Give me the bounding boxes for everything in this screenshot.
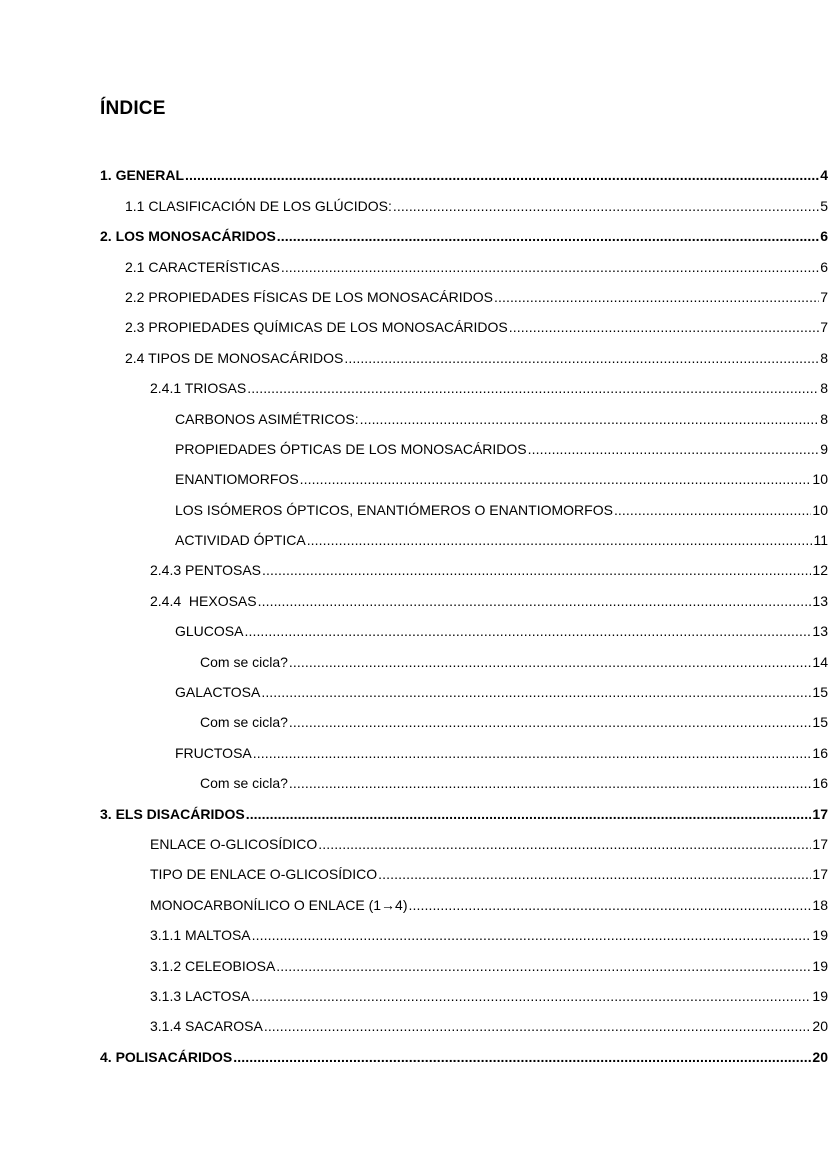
toc-entry-label: Com se cicla? [200, 714, 288, 731]
toc-entry-page-number: 13 [812, 623, 828, 640]
dot-leader [251, 988, 811, 1005]
toc-entry[interactable] [100, 1041, 828, 1071]
toc-entry-label: 3. ELS DISACÁRIDOS [100, 805, 245, 822]
toc-entry-line [175, 502, 828, 519]
toc-entry[interactable] [175, 677, 828, 707]
toc-entry-page-number: 8 [820, 410, 828, 427]
toc-entry-line [175, 745, 828, 762]
toc-entry[interactable] [150, 1011, 828, 1041]
dot-leader [614, 502, 811, 519]
toc-entry-line [175, 623, 828, 640]
toc-entry[interactable] [125, 282, 828, 312]
dot-leader [276, 958, 811, 975]
toc-entry[interactable] [125, 342, 828, 372]
toc-entry[interactable] [150, 981, 828, 1011]
dot-leader [307, 532, 813, 549]
toc-entry-label: 2.4 TIPOS DE MONOSACÁRIDOS [125, 349, 344, 366]
toc-entry-line [125, 198, 828, 215]
dot-leader [261, 684, 811, 701]
toc-entry-page-number: 17 [812, 805, 828, 822]
toc-entry[interactable] [125, 312, 828, 342]
page-title: ÍNDICE [100, 98, 166, 119]
toc-entry-label: GALACTOSA [175, 684, 261, 701]
toc-entry-label: MONOCARBONÍLICO O ENLACE (1→4) [150, 896, 408, 913]
dot-leader [258, 593, 812, 610]
toc-entry-page-number: 9 [820, 440, 828, 457]
toc-entry-page-number: 17 [812, 835, 828, 852]
toc-entry[interactable] [100, 798, 828, 828]
toc-entry-label: 2.3 PROPIEDADES QUÍMICAS DE LOS MONOSACÁRIDOS [125, 319, 508, 336]
toc-entry-label: Com se cicla? [200, 775, 288, 792]
toc-entry-line [150, 593, 828, 610]
toc-entry-label: ACTIVIDAD ÓPTICA [175, 532, 306, 549]
dot-leader [393, 198, 819, 215]
toc-entry-page-number: 12 [812, 562, 828, 579]
toc-entry-page-number: 19 [812, 957, 828, 974]
toc-entry-line [150, 562, 828, 579]
toc-entry-page-number: 5 [820, 197, 828, 214]
dot-leader [344, 350, 819, 367]
toc-entry-page-number: 7 [820, 319, 828, 336]
dot-leader [252, 927, 812, 944]
toc-entry[interactable] [150, 950, 828, 980]
toc-entry-line [200, 654, 828, 671]
dot-leader [318, 836, 811, 853]
toc-entry-line [150, 927, 828, 944]
toc-entry[interactable] [150, 920, 828, 950]
toc-entry[interactable] [175, 494, 828, 524]
table-of-contents [0, 160, 828, 1072]
toc-entry-page-number: 6 [820, 228, 828, 245]
toc-entry-page-number: 19 [812, 927, 828, 944]
toc-entry-line [100, 167, 828, 184]
dot-leader [281, 259, 819, 276]
toc-entry-line [150, 380, 828, 397]
toc-entry-line [150, 866, 828, 883]
dot-leader [494, 289, 819, 306]
toc-entry-line [150, 958, 828, 975]
toc-entry-line [175, 532, 828, 549]
toc-entry[interactable] [175, 525, 828, 555]
toc-entry-line [200, 714, 828, 731]
toc-entry-label: CARBONOS ASIMÉTRICOS: [175, 410, 359, 427]
dot-leader [277, 228, 819, 245]
toc-entry-page-number: 19 [812, 987, 828, 1004]
toc-entry-page-number: 7 [820, 288, 828, 305]
toc-entry-label: FRUCTOSA [175, 744, 252, 761]
dot-leader [185, 167, 819, 184]
toc-entry-label: 2.2 PROPIEDADES FÍSICAS DE LOS MONOSACÁRIDOS [125, 288, 493, 305]
toc-entry-line [100, 806, 828, 823]
toc-entry[interactable] [200, 707, 828, 737]
dot-leader [509, 319, 819, 336]
toc-entry-page-number: 15 [812, 684, 828, 701]
toc-entry-page-number: 6 [820, 258, 828, 275]
toc-entry-line [175, 411, 828, 428]
toc-entry-label: 1.1 CLASIFICACIÓN DE LOS GLÚCIDOS: [125, 197, 392, 214]
toc-entry-label: 2.4.3 PENTOSAS [150, 562, 262, 579]
toc-entry[interactable] [100, 221, 828, 251]
toc-entry-line [175, 441, 828, 458]
dot-leader [378, 866, 811, 883]
dot-leader [262, 562, 811, 579]
toc-entry-page-number: 16 [812, 744, 828, 761]
toc-entry-line [150, 836, 828, 853]
toc-entry[interactable] [150, 555, 828, 585]
toc-entry-label: Com se cicla? [200, 653, 288, 670]
toc-entry-page-number: 10 [812, 471, 828, 488]
toc-entry-line [150, 897, 828, 914]
toc-entry-label: TIPO DE ENLACE O-GLICOSÍDICO [150, 866, 378, 883]
toc-entry-line [125, 319, 828, 336]
toc-entry-label: GLUCOSA [175, 623, 244, 640]
toc-entry[interactable] [125, 190, 828, 220]
dot-leader [233, 1049, 811, 1066]
dot-leader [409, 897, 812, 914]
toc-entry-label: PROPIEDADES ÓPTICAS DE LOS MONOSACÁRIDOS [175, 440, 527, 457]
toc-entry-label: ENLACE O-GLICOSÍDICO [150, 835, 318, 852]
toc-entry-page-number: 10 [812, 501, 828, 518]
toc-entry-line [100, 228, 828, 245]
dot-leader [253, 745, 812, 762]
dot-leader [289, 714, 812, 731]
toc-entry-label: 2.4.4 HEXOSAS [150, 592, 257, 609]
dot-leader [247, 380, 819, 397]
toc-entry-label: 3.1.3 LACTOSA [150, 987, 251, 1004]
toc-entry-label: 3.1.4 SACAROSA [150, 1018, 263, 1035]
dot-leader [244, 623, 811, 640]
toc-entry-line [175, 471, 828, 488]
toc-entry-label: 4. POLISACÁRIDOS [100, 1048, 233, 1065]
toc-entry[interactable] [175, 403, 828, 433]
dot-leader [289, 654, 812, 671]
dot-leader [300, 471, 812, 488]
toc-entry-label: 1. GENERAL [100, 167, 185, 184]
toc-entry-line [200, 775, 828, 792]
toc-entry-page-number: 20 [812, 1018, 828, 1035]
toc-entry[interactable] [175, 616, 828, 646]
toc-entry-label: 3.1.2 CELEOBIOSA [150, 957, 276, 974]
toc-entry-page-number: 20 [812, 1048, 828, 1065]
toc-entry[interactable] [200, 768, 828, 798]
dot-leader [264, 1018, 812, 1035]
toc-entry-page-number: 4 [820, 167, 828, 184]
toc-entry[interactable] [175, 464, 828, 494]
toc-entry-label: 2.4.1 TRIOSAS [150, 380, 247, 397]
toc-entry-label: 2.1 CARACTERÍSTICAS [125, 258, 280, 275]
toc-entry-label: 2. LOS MONOSACÁRIDOS [100, 228, 276, 245]
toc-entry[interactable] [150, 829, 828, 859]
toc-entry-page-number: 16 [812, 775, 828, 792]
toc-entry[interactable] [100, 160, 828, 190]
toc-entry-label: LOS ISÓMEROS ÓPTICOS, ENANTIÓMEROS O ENANTIOMORFOS [175, 501, 613, 518]
toc-entry[interactable] [150, 373, 828, 403]
dot-leader [360, 411, 820, 428]
toc-entry-line [125, 259, 828, 276]
toc-entry[interactable] [175, 737, 828, 767]
toc-entry-line [100, 1049, 828, 1066]
dot-leader [246, 806, 812, 823]
toc-entry-line [150, 988, 828, 1005]
toc-entry-page-number: 13 [812, 592, 828, 609]
toc-entry-page-number: 18 [812, 896, 828, 913]
dot-leader [289, 775, 812, 792]
toc-entry[interactable] [150, 585, 828, 615]
toc-entry[interactable] [150, 889, 828, 919]
toc-entry-page-number: 8 [820, 349, 828, 366]
toc-entry-line [175, 684, 828, 701]
toc-entry-label: 3.1.1 MALTOSA [150, 927, 251, 944]
toc-entry[interactable] [150, 859, 828, 889]
toc-entry[interactable] [125, 251, 828, 281]
toc-entry-line [125, 350, 828, 367]
toc-entry-page-number: 14 [812, 653, 828, 670]
toc-entry-line [125, 289, 828, 306]
toc-entry-page-number: 17 [812, 866, 828, 883]
toc-entry-page-number: 11 [813, 532, 828, 549]
toc-entry[interactable] [200, 646, 828, 676]
toc-entry-line [150, 1018, 828, 1035]
dot-leader [528, 441, 820, 458]
toc-entry[interactable] [175, 434, 828, 464]
toc-entry-label: ENANTIOMORFOS [175, 471, 299, 488]
toc-entry-page-number: 15 [812, 714, 828, 731]
toc-entry-page-number: 8 [820, 380, 828, 397]
